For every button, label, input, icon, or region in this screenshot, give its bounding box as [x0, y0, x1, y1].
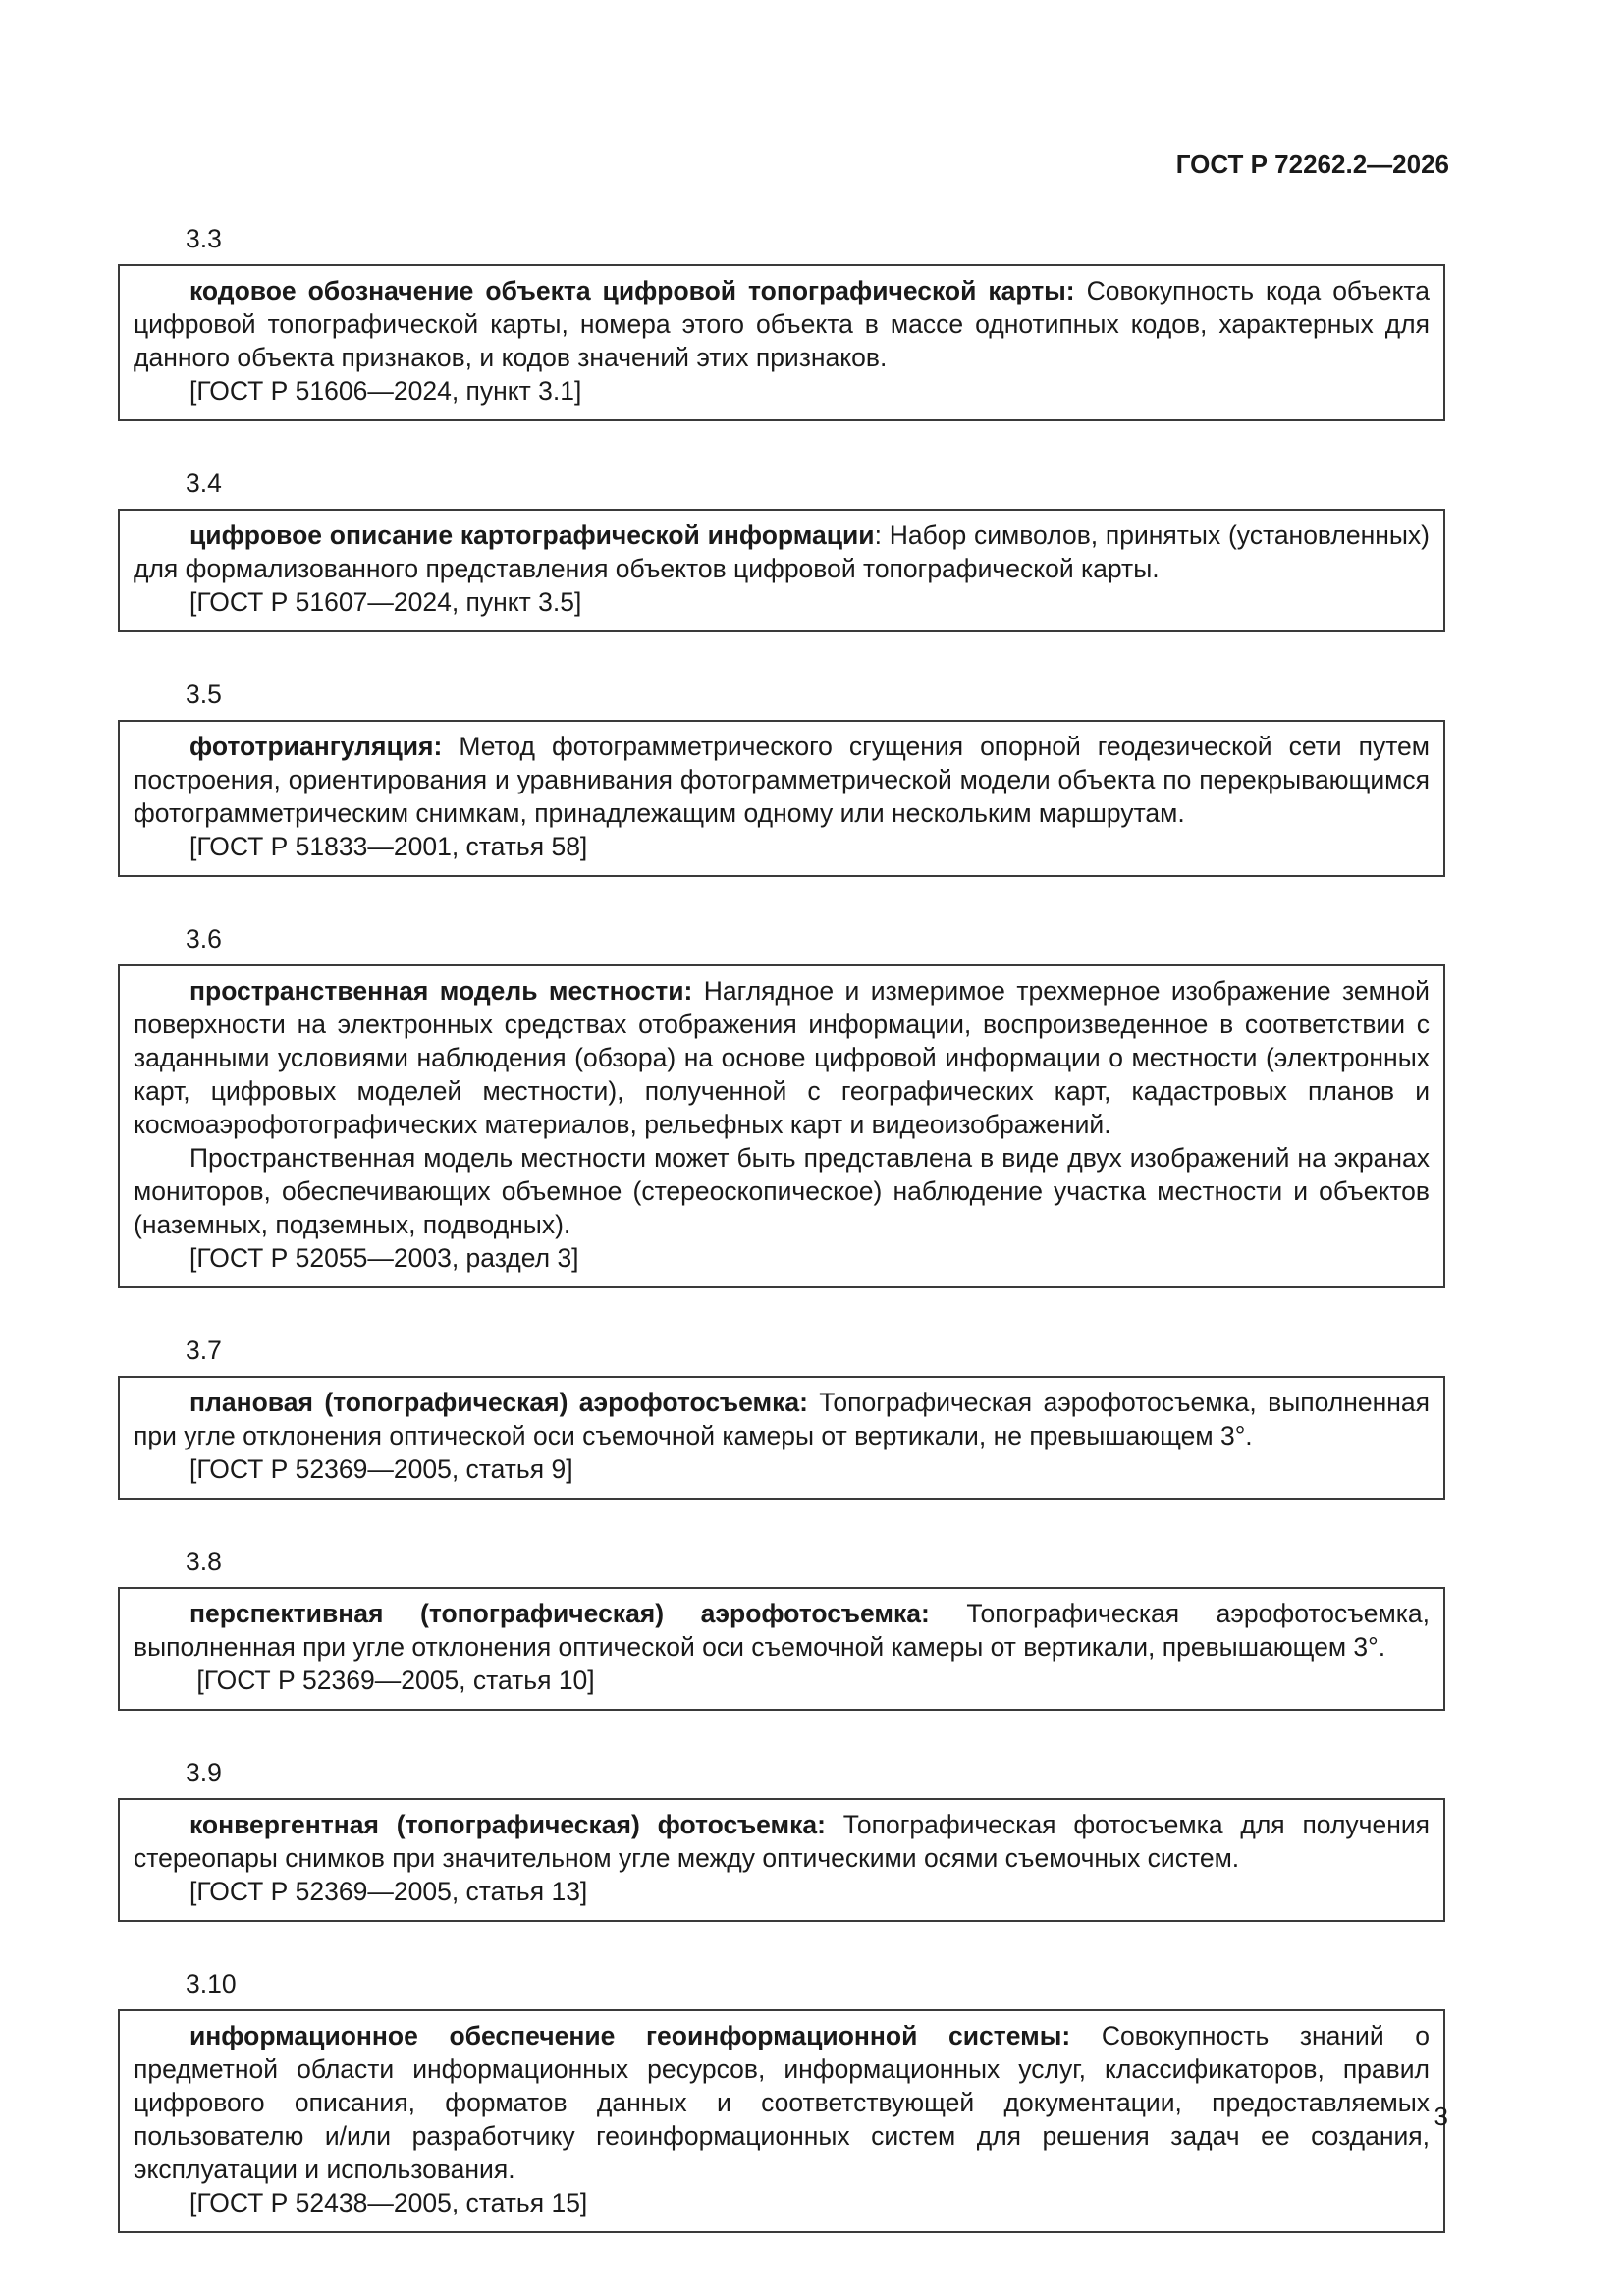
term-entry	[118, 222, 1445, 421]
term-definition	[134, 2019, 1430, 2186]
term-definition	[134, 519, 1430, 585]
term-definition-text: Топографическая аэрофотосъемка, выполненная при угле отклонения оптической оси съемочной камеры от вертикали, превышающем 3°.	[134, 1599, 1430, 1662]
term-definition	[134, 730, 1430, 830]
term-definition-box	[118, 1587, 1445, 1711]
page-number: 3	[1434, 2102, 1448, 2131]
term-entry	[118, 922, 1445, 1288]
term-number: 3.4	[186, 468, 222, 498]
term-source: [ГОСТ Р 52369—2005, статья 10]	[189, 1666, 595, 1695]
term-definition-text: Топографическая фотосъемка для получения стереопары снимков при значительном угле между оптическими осями съемочных систем.	[134, 1810, 1430, 1873]
term-source: [ГОСТ Р 52369—2005, статья 9]	[189, 1454, 573, 1484]
term-source: [ГОСТ Р 51606—2024, пункт 3.1]	[189, 376, 582, 406]
term-definition	[134, 1808, 1430, 1875]
term-entry	[118, 1756, 1445, 1922]
term-definition	[134, 974, 1430, 1141]
term-number: 3.9	[186, 1758, 222, 1787]
term-definition-text: Совокупность знаний о предметной области информационных ресурсов, информационных услуг, классификаторов, правил цифрового описания, форматов данных и соответствующей документации, предоставляемых пользователю и/или разработчику геоинформационных систем для решения задач ее создания, эксплуатации и использования.	[134, 2021, 1431, 2184]
term-definition-box	[118, 1798, 1445, 1922]
term-definition-box	[118, 264, 1445, 421]
term-entry	[118, 1545, 1445, 1711]
term-source: [ГОСТ Р 52438—2005, статья 15]	[189, 2188, 588, 2217]
term-number: 3.7	[186, 1336, 222, 1365]
term-definition-text: Совокупность кода объекта цифровой топографической карты, номера этого объекта в массе однотипных кодов, характерных для данного объекта признаков, и кодов значений этих признаков.	[134, 276, 1431, 372]
term-definition-box	[118, 720, 1445, 877]
term-name: перспективная (топографическая) аэрофотосъемка:	[189, 1599, 930, 1628]
term-name: пространственная модель местности:	[189, 976, 693, 1006]
term-source: [ГОСТ Р 52369—2005, статья 13]	[189, 1877, 588, 1906]
term-number: 3.10	[186, 1969, 237, 1998]
term-entry	[118, 678, 1445, 877]
term-name: информационное обеспечение геоинформационной системы:	[189, 2021, 1071, 2050]
term-name: плановая (топографическая) аэрофотосъемка:	[189, 1388, 808, 1417]
term-number: 3.8	[186, 1547, 222, 1576]
term-entry	[118, 466, 1445, 632]
term-name: цифровое описание картографической информации	[189, 520, 875, 550]
term-definition-box	[118, 964, 1445, 1288]
term-source: [ГОСТ Р 51607—2024, пункт 3.5]	[189, 587, 582, 617]
term-definition	[134, 1597, 1430, 1664]
term-definition-text: Метод фотограмметрического сгущения опорной геодезической сети путем построения, ориентирования и уравнивания фотограмметрической модели объекта по перекрывающимся фотограмметрическим снимкам, принадлежащим одному или нескольким маршрутам.	[134, 732, 1430, 828]
term-definition-box	[118, 509, 1445, 632]
term-source: [ГОСТ Р 52055—2003, раздел 3]	[189, 1243, 579, 1273]
term-definition-text: : Набор символов, принятых (установленных) для формализованного представления объектов цифровой топографической карты.	[134, 520, 1430, 583]
document-code-header: ГОСТ Р 72262.2—2026	[1175, 149, 1449, 179]
term-number: 3.3	[186, 224, 222, 253]
term-definition	[134, 1386, 1430, 1452]
term-definition	[134, 274, 1430, 374]
term-definition-text: Топографическая аэрофотосъемка, выполненная при угле отклонения оптической оси съемочной камеры от вертикали, не превышающем 3°.	[134, 1388, 1430, 1450]
term-name: кодовое обозначение объекта цифровой топографической карты:	[189, 276, 1075, 305]
term-definition-text: Наглядное и измеримое трехмерное изображение земной поверхности на электронных средствах отображения информации, воспроизведенное в соответствии с заданными условиями наблюдения (обзора) на основе цифровой информации о местности (электронных карт, цифровых моделей местности), полученной с географических карт, кадастровых планов и космоаэрофотографических материалов, рельефных карт и видеоизображений.	[134, 976, 1430, 1139]
term-entry	[118, 1967, 1445, 2233]
term-definition-box	[118, 1376, 1445, 1500]
term-number: 3.6	[186, 924, 222, 954]
term-entry	[118, 1334, 1445, 1500]
terms-list	[118, 222, 1445, 2278]
term-note-paragraph: Пространственная модель местности может быть представлена в виде двух изображений на экранах мониторов, обеспечивающих объемное (стереоскопическое) наблюдение участка местности и объектов (наземных, подземных, подводных).	[134, 1143, 1430, 1239]
term-source: [ГОСТ Р 51833—2001, статья 58]	[189, 832, 588, 861]
term-name: фототриангуляция:	[189, 732, 443, 761]
term-name: конвергентная (топографическая) фотосъемка:	[189, 1810, 826, 1839]
term-number: 3.5	[186, 680, 222, 709]
term-definition-box	[118, 2009, 1445, 2233]
